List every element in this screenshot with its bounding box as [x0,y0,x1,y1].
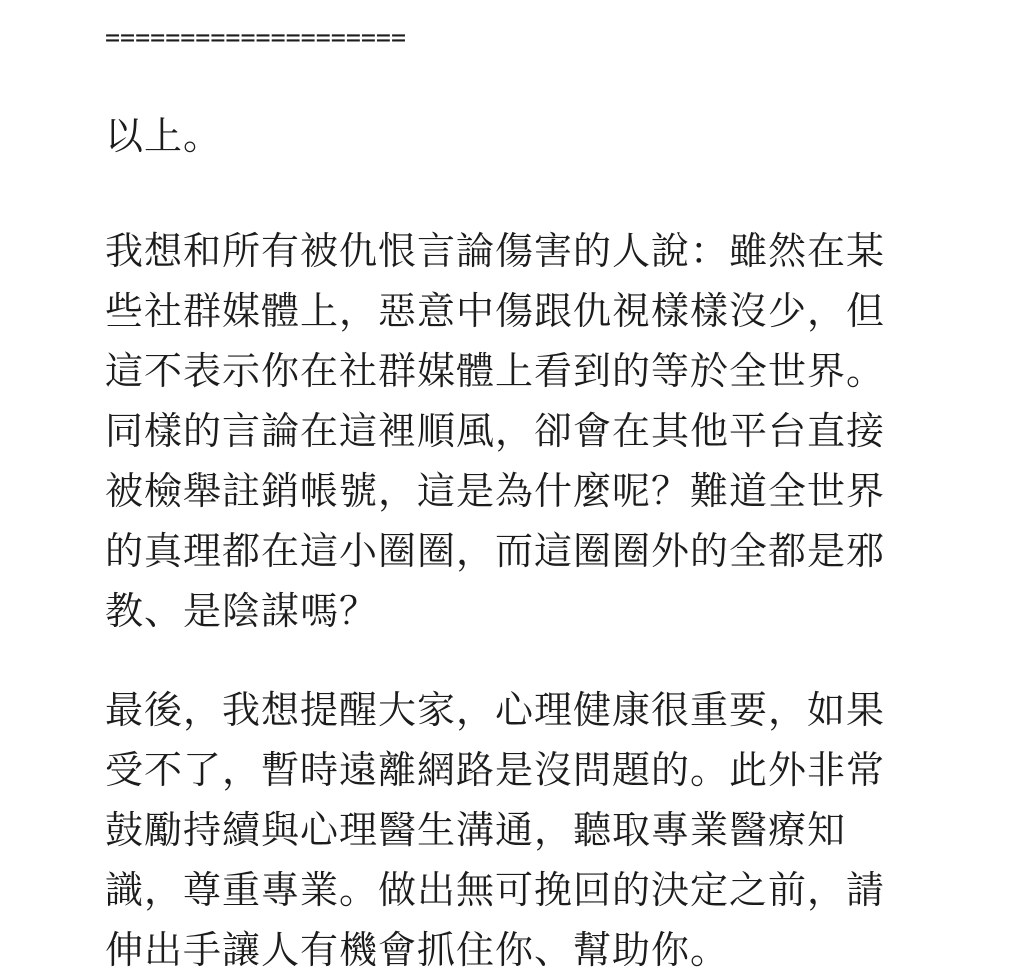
text-line: 同樣的言論在這裡順風，卻會在其他平台直接 [105,409,886,453]
text-line: 被檢舉註銷帳號，這是為什麼呢？難道全世界 [105,469,886,513]
paragraph-reminder [105,680,885,967]
separator-line: ==================== [105,23,407,52]
text-line: 些社群媒體上，惡意中傷跟仇視樣樣沒少，但 [105,289,886,333]
text-line: 這不表示你在社群媒體上看到的等於全世界。 [105,349,886,393]
article-body [105,18,955,967]
paragraph-message [105,221,885,641]
text-line: 教、是陰謀嗎？ [105,589,379,633]
text-line: 識，尊重專業。做出無可挽回的決定之前，請 [105,868,886,912]
text-line: 我想和所有被仇恨言論傷害的人說：雖然在某 [105,229,886,273]
text-line: 以上。 [105,114,223,158]
text-line: 鼓勵持續與心理醫生溝通，聽取專業醫療知 [105,808,847,852]
text-line: 受不了，暫時遠離網路是沒問題的。此外非常 [105,748,886,792]
paragraph-closing [105,106,222,166]
text-line: 最後，我想提醒大家，心理健康很重要，如果 [105,688,886,732]
text-line: 伸出手讓人有機會抓住你、幫助你。 [105,928,730,967]
text-line: 的真理都在這小圈圈，而這圈圈外的全都是邪 [105,529,886,573]
